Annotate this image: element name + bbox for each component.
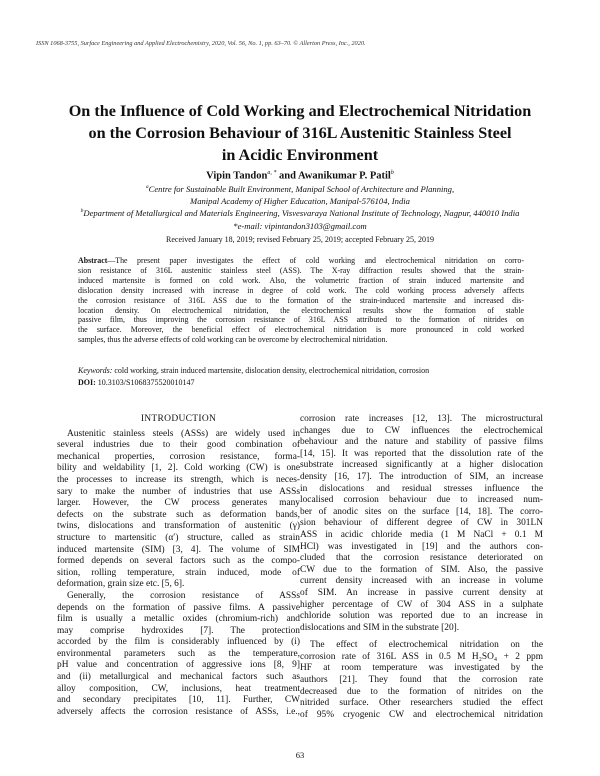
- received-dates: Received January 18, 2019; revised February 25, 2019; accepted February 25, 2019: [166, 235, 434, 244]
- body-text-line: and secondary precipitates [10, 11]. Further, CW: [57, 695, 300, 706]
- abstract: [78, 256, 524, 345]
- body-text-line: accorded by the film is considerably influenced by (i): [57, 637, 300, 648]
- body-text-line: nitrided surface. Other researchers studied the effect: [300, 698, 543, 709]
- journal-header: ISSN 1068-3755, Surface Engineering and Applied Electrochemistry, 2020, Vol. 56, No. 1, pp. 63–70. © Allerton Press, Inc., 2020.: [36, 40, 366, 47]
- abstract-line: samples, thus the adverse effects of cold working can be overcome by electrochemical nitridation.: [78, 335, 388, 345]
- section-heading: INTRODUCTION: [140, 414, 217, 424]
- body-text-line: [14, 15]. It was reported that the dissolution rate of the: [300, 448, 543, 459]
- body-column-left: [57, 414, 300, 718]
- body-text-line: adversely affects the corrosion resistance of ASSs, i.e.,: [57, 706, 300, 717]
- right-column-text: [300, 414, 543, 721]
- left-column-text: [57, 429, 300, 719]
- body-text-line: substrate increased significantly at a higher dislocation: [300, 460, 543, 471]
- body-text-line: of 95% cryogenic CW and electrochemical nitridation: [300, 709, 543, 720]
- body-text-line: structure to martensitic (α′) structure, called as strain: [57, 532, 300, 543]
- abstract-line: dislocation density increased with increase in degree of cold work. The cold working process adversely affects: [78, 285, 524, 295]
- body-text-line: decreased due to the formation of nitrides on the: [300, 686, 543, 697]
- author-list: [40, 170, 560, 182]
- body-text-line: Generally, the corrosion resistance of ASSs: [67, 590, 300, 601]
- body-text-line: HF at room temperature was investigated by the: [300, 663, 543, 674]
- body-text-line: environmental parameters such as the temperature,: [57, 648, 300, 659]
- abstract-line: the surface. Moreover, the beneficial effect of electrochemical nitridation is more pronounced in cold worked: [78, 325, 524, 335]
- affiliation-text: Centre for Sustainable Built Environment, Manipal School of Architecture and Planning,: [148, 184, 455, 194]
- abstract-line: the corrosion resistance of 316L ASS due to the formation of the strain-induced martensite and increased dis-: [78, 295, 524, 305]
- body-text-line: twins, dislocations and transformation of austenitic (γ): [57, 521, 300, 532]
- body-text-line: ber of anodic sites on the surface [14, 18]. The corro-: [300, 506, 543, 517]
- body-text-line: dislocations and SIM in the substrate [20].: [300, 622, 460, 633]
- body-text-line: behaviour and the nature and stability of passive films: [300, 437, 543, 448]
- affiliation-a-line2: Manipal Academy of Higher Education, Manipal-576104, India: [190, 196, 410, 206]
- author-name: Awanikumar P. Patil: [297, 170, 391, 182]
- body-text-line: bility and weldability [1, 2]. Cold working (CW) is one: [57, 463, 300, 474]
- abstract-line: sion resistance of 316L austenitic stainless steel (ASS). The X-ray diffraction results showed that the strain-: [78, 265, 524, 275]
- body-text-line: defects on the substrate such as deformation bands,: [57, 509, 300, 520]
- body-text-line: changes due to CW influences the electrochemical: [300, 425, 543, 436]
- body-text-line: the processes to increase its strength, which is neces-: [57, 474, 300, 485]
- body-text-line: sion behaviour of different degree of CW in 301LN: [300, 518, 543, 529]
- body-text-line: HCl) was investigated in [19] and the authors con-: [300, 541, 543, 552]
- body-text-line: may comprise hydroxides [7]. The protection: [57, 625, 300, 636]
- title-line: in Acidic Environment: [221, 146, 379, 164]
- body-text-line: The effect of electrochemical nitridation on the: [310, 640, 543, 651]
- keywords-text: cold working, strain induced martensite, dislocation density, electrochemical nitridation, corrosion: [112, 366, 430, 375]
- body-text-line: and (ii) metallurgical and mechanical factors such as: [57, 672, 300, 683]
- page-number: 63: [295, 750, 305, 760]
- abstract-line: induced martensite is formed on cold work. Also, the volumetric fraction of strain induced martensite and: [78, 275, 524, 285]
- affiliation-mark: a: [145, 184, 149, 191]
- body-text-line: ASS in acidic chloride media (1 M NaCl + 0.1 M: [300, 529, 543, 540]
- doi-value[interactable]: 10.3103/S1068375520010147: [95, 378, 195, 387]
- abstract-line: location density. On electrochemical nitridation, the electrochemical results show the formation of stable: [78, 305, 524, 315]
- body-text-line: current density increased with an increase in volume: [300, 576, 543, 587]
- affiliation-text: Department of Metallurgical and Materials Engineering, Visvesvaraya National Institute of Technology, Nagpur, 440010 India: [83, 208, 520, 218]
- body-text-line: sary to make the number of industries that use ASSs: [57, 486, 300, 497]
- author-affiliation-mark: b: [390, 170, 394, 176]
- author-affiliation-mark: a, *: [267, 170, 277, 176]
- body-text-line: depends on the formation of passive films. A passive: [57, 602, 300, 613]
- body-text-line: induced martensite (SIM) [3, 4]. The volume of SIM: [57, 544, 300, 555]
- body-text-line: sition, rolling temperature, strain induced, mode of: [57, 567, 300, 578]
- body-text-line: larger. However, the CW process generates many: [57, 498, 300, 509]
- body-text-line: deformation, grain size etc. [5, 6].: [57, 579, 185, 590]
- abstract-label: Abstract: [78, 256, 108, 265]
- abstract-line: passive film, thus improving the corrosion resistance of 316L ASS attributed to the formation of nitrides on: [78, 315, 524, 325]
- body-text-line: localised corrosion behaviour due to increased num-: [300, 495, 543, 506]
- body-text-line: pH value and concentration of aggressive ions [8, 9]: [57, 660, 300, 671]
- body-text-line: corrosion rate of 316L ASS in 0.5 M H₂SO₄ + 2 ppm: [300, 651, 543, 662]
- author-conjunction: and: [276, 170, 298, 182]
- affiliation-a: [30, 184, 570, 194]
- body-text-line: formed depends on several factors such as the compo-: [57, 556, 300, 567]
- body-text-line: cluded that the corrosion resistance deteriorated on: [300, 553, 543, 564]
- title-line: On the Influence of Cold Working and Electrochemical Nitridation: [68, 102, 532, 120]
- body-text-line: several industries due to their good combination of: [57, 440, 300, 451]
- affiliation-mark: b: [80, 208, 84, 215]
- keywords: [78, 366, 524, 375]
- body-text-line: alloy composition, CW, inclusions, heat treatment: [57, 683, 300, 694]
- body-text-line: higher percentage of CW of 304 ASS in a sulphate: [300, 599, 543, 610]
- body-text-line: chloride solution was reported due to an increase in: [300, 611, 543, 622]
- doi: [78, 378, 194, 387]
- body-text-line: film is usually a metallic oxides (chromium-rich) and: [57, 614, 300, 625]
- author-name: Vipin Tandon: [206, 170, 268, 182]
- body-text-line: CW due to the formation of SIM. Also, the passive: [300, 564, 543, 575]
- body-text-line: of SIM. An increase in passive current density at: [300, 587, 543, 598]
- body-column-right: [300, 414, 543, 721]
- body-text-line: authors [21]. They found that the corrosion rate: [300, 675, 543, 686]
- doi-label: DOI:: [78, 378, 96, 387]
- body-text-line: mechanical properties, corrosion resistance, forma-: [57, 451, 300, 462]
- abstract-line: Abstract—The present paper investigates the effect of cold working and electrochemical nitridation on corro-: [78, 256, 524, 265]
- keywords-label: Keywords:: [78, 366, 113, 375]
- body-text-line: in dislocations and residual stresses influence the: [300, 483, 543, 494]
- article-title: [40, 100, 560, 166]
- body-text-line: Austenitic stainless steels (ASSs) are widely used in: [67, 428, 300, 439]
- corresponding-email: *e-mail: vipintandon3103@gmail.com: [233, 221, 367, 231]
- body-text-line: density [16, 17]. The introduction of SIM, an increase: [300, 471, 543, 482]
- title-line: on the Corrosion Behaviour of 316L Austenitic Stainless Steel: [88, 124, 512, 142]
- body-text-line: corrosion rate increases [12, 13]. The microstructural: [300, 414, 543, 424]
- affiliation-b: [30, 208, 570, 218]
